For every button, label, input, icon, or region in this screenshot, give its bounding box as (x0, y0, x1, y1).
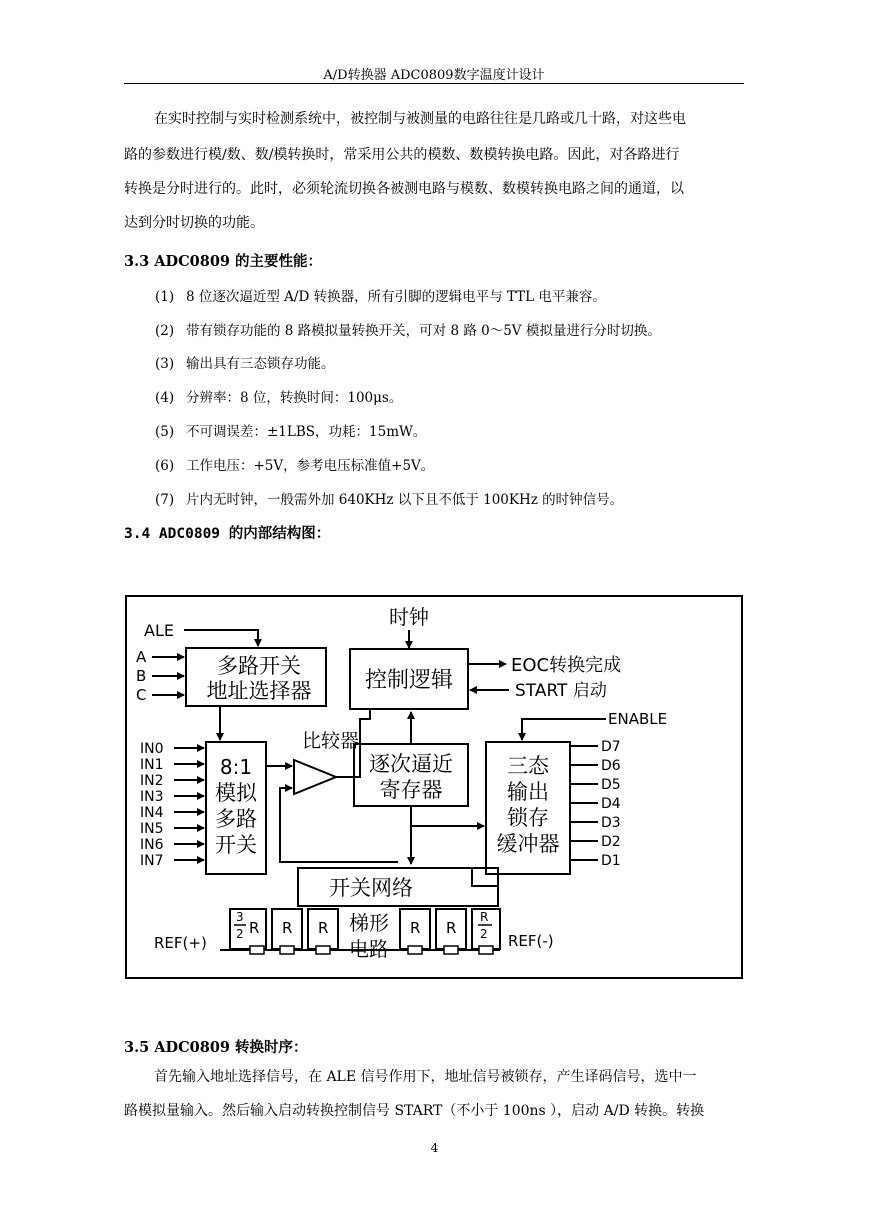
latch-label-2: 输出 (507, 780, 549, 804)
ale-label: ALE (144, 621, 174, 640)
analog-input-label: IN0 (140, 741, 164, 757)
comparator-symbol (294, 760, 336, 794)
ale-arrow (184, 630, 258, 646)
list-item-number: (4) (155, 390, 175, 406)
list-item (155, 420, 426, 440)
list-item-number: (1) (155, 289, 175, 305)
fraction-denominator: 2 (480, 927, 488, 941)
latch-label-1: 三态 (507, 754, 549, 778)
switch-network-label: 开关网络 (329, 876, 413, 900)
list-item-text: 分辨率：8 位，转换时间：100μs。 (186, 390, 403, 406)
list-item-text: 片内无时钟，一般需外加 640KHz 以下且不低于 100KHz 的时钟信号。 (186, 492, 624, 508)
analog-input-label: IN3 (140, 789, 164, 805)
latch-label-4: 缓冲器 (496, 832, 560, 856)
resistor-symbol (444, 946, 458, 954)
eoc-label: EOC转换完成 (511, 655, 622, 676)
ladder-label-2: 电路 (349, 937, 389, 961)
resistor-symbol (250, 946, 264, 954)
ladder-label-1: 梯形 (349, 911, 389, 935)
header-rule (124, 83, 744, 84)
clock-label: 时钟 (389, 605, 429, 629)
sar-label-2: 寄存器 (379, 778, 443, 802)
list-item (155, 352, 335, 372)
timing-line-2: 路模拟量输入。然后输入启动转换控制信号 START（不小于 100ns ），启动 A/D 转换。转换 (124, 1103, 705, 1119)
analog-input-label: IN6 (140, 837, 164, 853)
list-item (155, 319, 661, 339)
list-item (155, 386, 402, 406)
analog-input-label: IN5 (140, 821, 164, 837)
list-item-text: 输出具有三态锁存功能。 (186, 356, 335, 372)
resistor-label: R (282, 919, 293, 937)
output-label: D3 (601, 815, 621, 831)
resistor-symbol (479, 946, 493, 954)
intro-line-3: 转换是分时进行的。此时，必须轮流切换各被测电路与模数、数模转换电路之间的通道，以 (124, 181, 684, 197)
list-item-number: (6) (155, 458, 175, 474)
enable-arrow (522, 719, 606, 740)
list-item-text: 8 位逐次逼近型 A/D 转换器，所有引脚的逻辑电平与 TTL 电平兼容。 (186, 289, 606, 305)
intro-line-1: 在实时控制与实时检测系统中，被控制与被测量的电路往往是几路或几十路，对这些电 (154, 111, 686, 127)
output-label: D5 (601, 777, 621, 793)
intro-line-2: 路的参数进行模/数、数/模转换时，常采用公共的模数、数模转换电路。因此，对各路进行 (124, 147, 680, 163)
intro-line-4: 达到分时切换的功能。 (124, 215, 264, 231)
fraction-numerator: 3 (236, 910, 244, 924)
resistor-symbol (408, 946, 422, 954)
section-3-4-heading: 3.4 ADC0809 的内部结构图： (124, 526, 331, 542)
resistor-symbol (316, 946, 330, 954)
analog-mux-ratio: 8:1 (219, 755, 253, 779)
output-label: D1 (601, 853, 621, 869)
list-item-number: (2) (155, 323, 175, 339)
resistor-label: R (249, 919, 260, 937)
digital-outputs (570, 739, 621, 869)
running-header: A/D转换器 ADC0809数字温度计设计 (323, 68, 545, 83)
resistor-symbol (280, 946, 294, 954)
analog-mux-label-2: 多路 (215, 807, 257, 831)
list-item (155, 285, 606, 305)
address-input-b: B (136, 667, 147, 685)
address-input-a: A (136, 648, 147, 666)
analog-input-label: IN2 (140, 773, 164, 789)
analog-mux-label-3: 开关 (215, 833, 257, 857)
list-item-text: 不可调误差：±1LBS，功耗：15mW。 (186, 424, 427, 440)
analog-inputs (140, 741, 204, 869)
output-label: D7 (601, 739, 621, 755)
section-3-5-heading: 3.5 ADC0809 转换时序： (124, 1039, 308, 1056)
address-input-c: C (136, 686, 147, 704)
page-number: 4 (430, 1141, 439, 1155)
list-item-number: (7) (155, 492, 175, 508)
list-item-text: 工作电压：+5V，参考电压标准值+5V。 (186, 458, 435, 474)
resistor-label: R (318, 919, 329, 937)
fraction-denominator: 2 (236, 927, 244, 941)
timing-line-1: 首先输入地址选择信号，在 ALE 信号作用下，地址信号被锁存，产生译码信号，选中一 (154, 1069, 697, 1085)
list-item-text: 带有锁存功能的 8 路模拟量转换开关，可对 8 路 0～5V 模拟量进行分时切换。 (186, 323, 661, 339)
start-label: START 启动 (515, 681, 607, 701)
list-item-number: (3) (155, 356, 175, 372)
analog-input-label: IN1 (140, 757, 164, 773)
fraction-numerator: R (480, 910, 489, 924)
resistor-label: R (446, 919, 457, 937)
list-item-number: (5) (155, 424, 175, 440)
output-label: D2 (601, 834, 621, 850)
list-item (155, 454, 434, 474)
mux-switch-label: 多路开关 (217, 654, 301, 678)
address-selector-label: 地址选择器 (206, 679, 312, 703)
analog-input-label: IN4 (140, 805, 164, 821)
output-label: D4 (601, 796, 621, 812)
section-3-3-heading: 3.3 ADC0809 的主要性能： (124, 253, 323, 270)
analog-input-label: IN7 (140, 853, 164, 869)
adc0809-block-diagram (124, 594, 744, 980)
comparator-label: 比较器 (302, 730, 360, 752)
sar-label-1: 逐次逼近 (369, 752, 453, 776)
enable-label: ENABLE (608, 710, 668, 728)
resistor-label: R (410, 919, 421, 937)
analog-mux-label-1: 模拟 (215, 781, 257, 805)
control-logic-label: 控制逻辑 (364, 668, 454, 693)
list-item (155, 488, 623, 508)
ref-minus-label: REF(-) (508, 932, 554, 950)
ref-plus-label: REF(+) (154, 934, 207, 952)
latch-label-3: 锁存 (507, 806, 549, 830)
output-label: D6 (601, 758, 621, 774)
